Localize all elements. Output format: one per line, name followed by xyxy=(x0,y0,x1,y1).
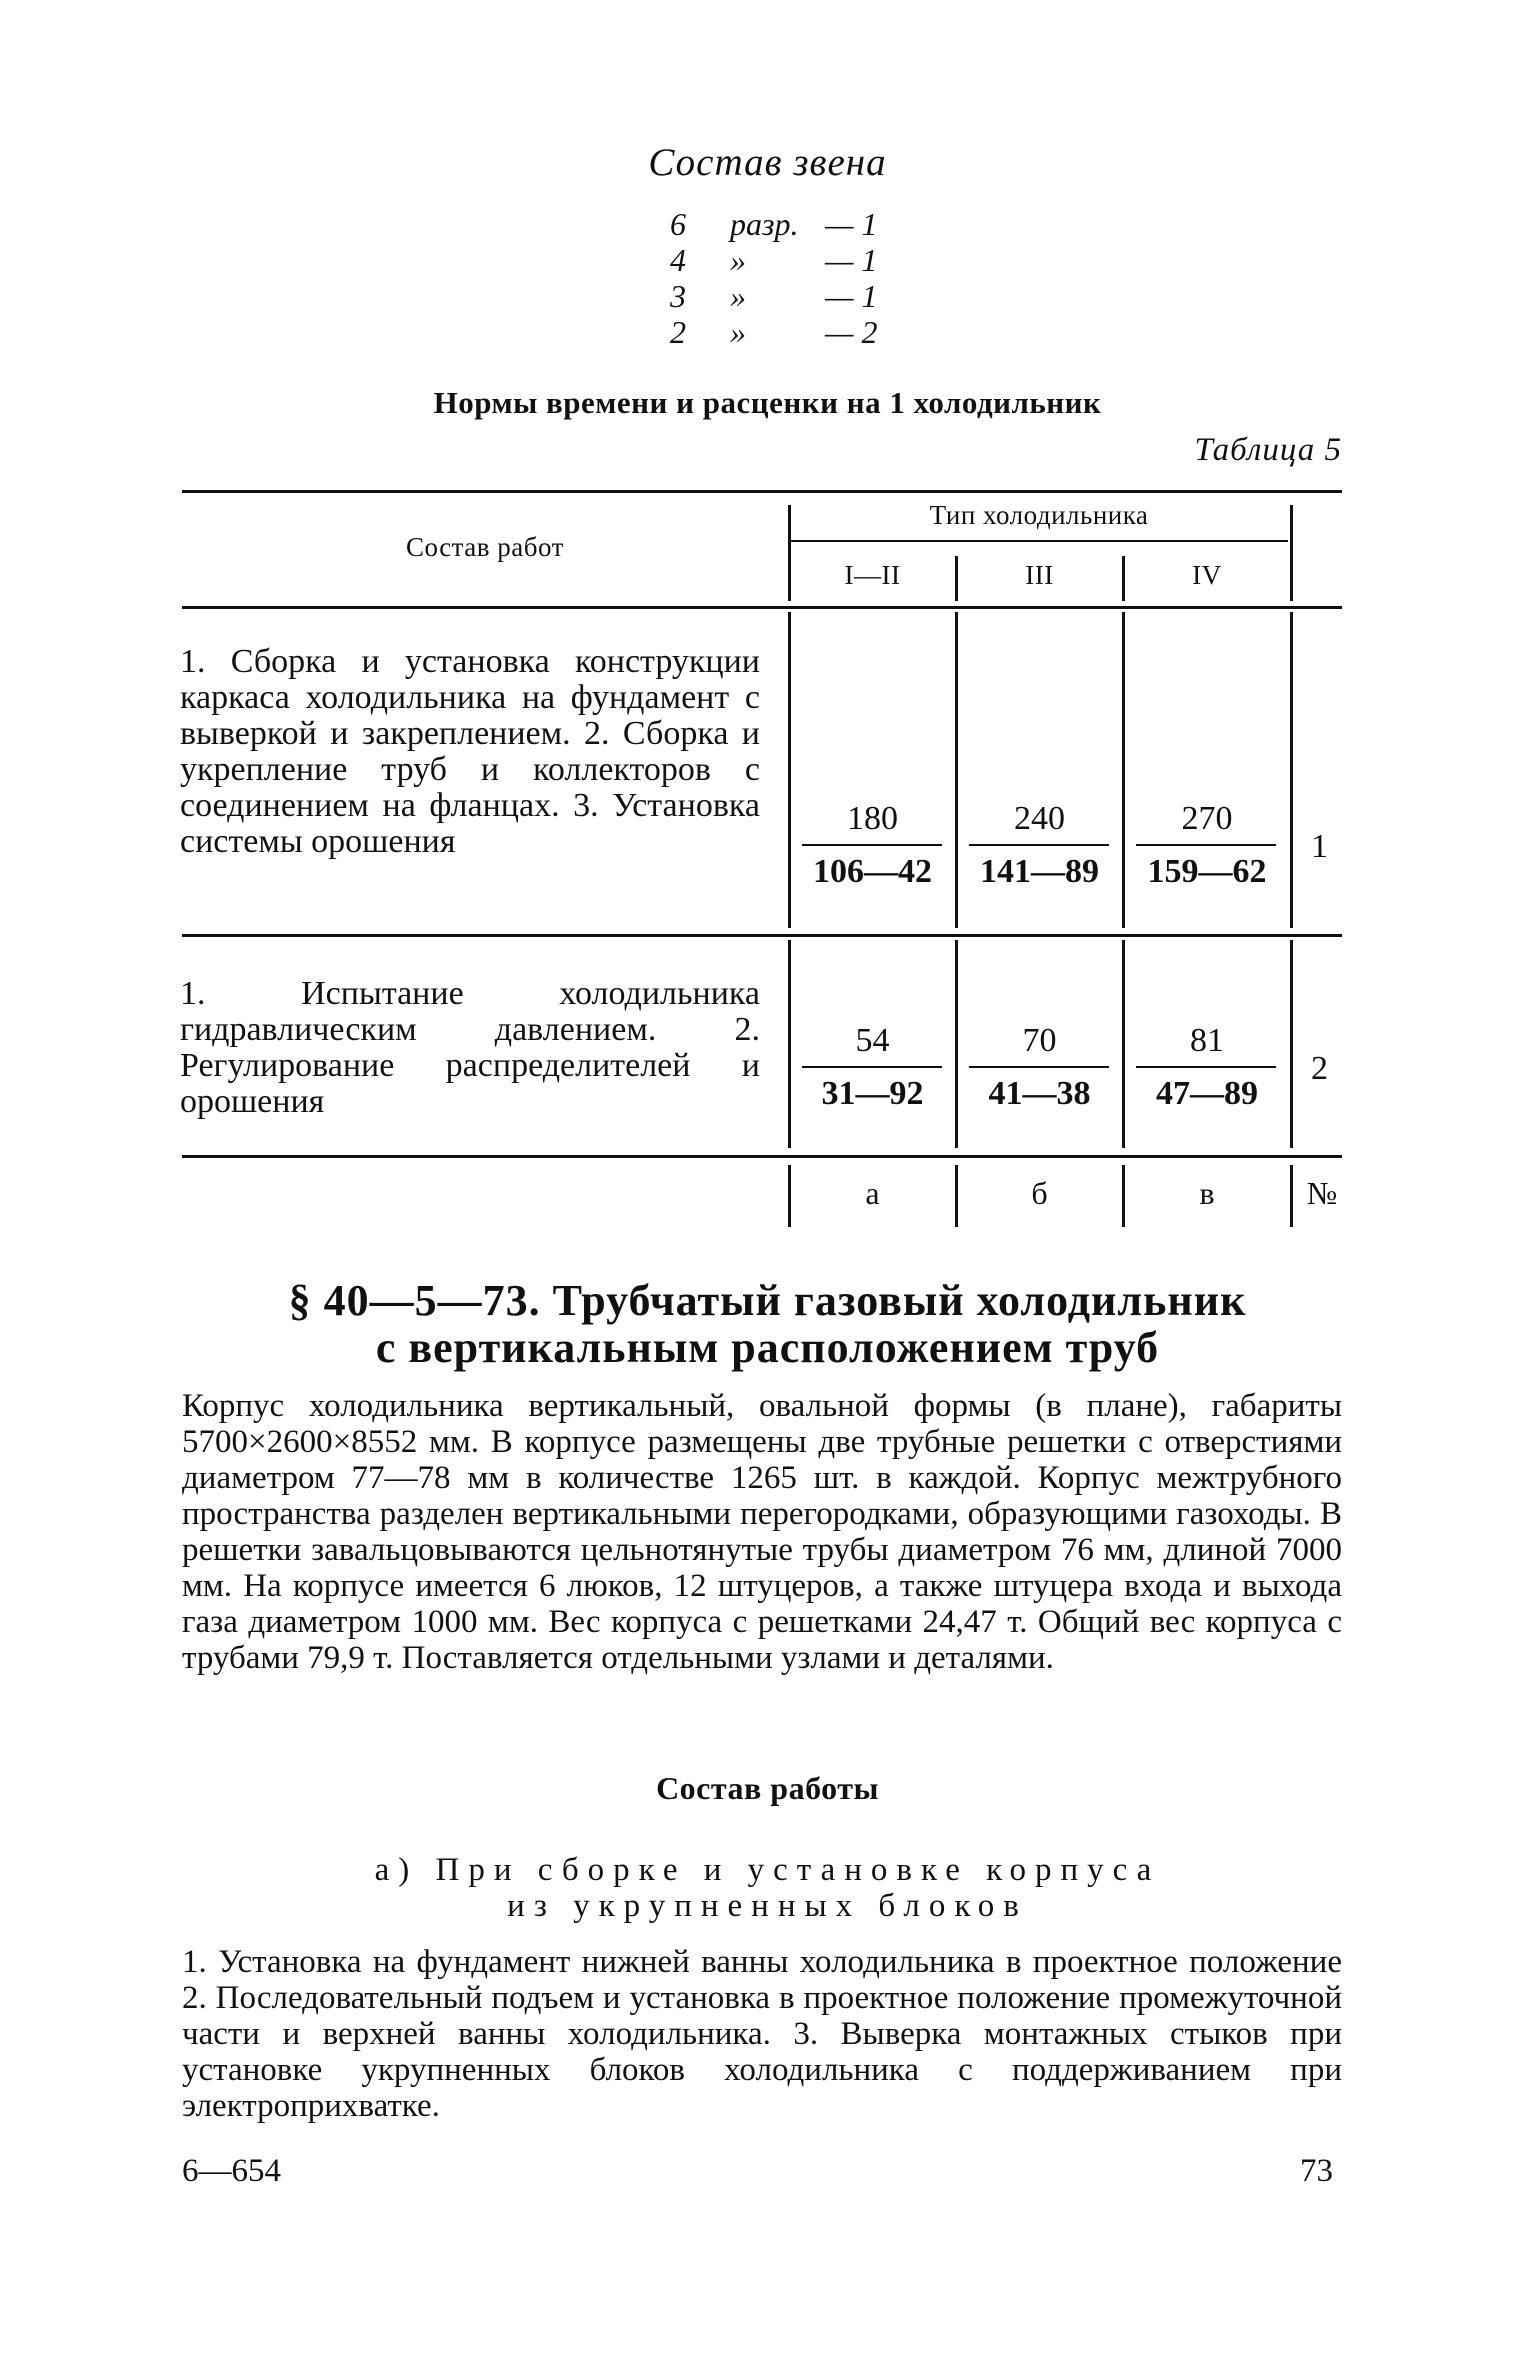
column-letter: б xyxy=(1031,1175,1048,1211)
table-label: Таблица 5 xyxy=(1194,432,1342,468)
rate-value: 31—92 xyxy=(821,1075,924,1112)
norm-value: 70 xyxy=(1022,1022,1057,1059)
crew-unit: » xyxy=(730,278,746,314)
crew-count: — 1 xyxy=(825,278,878,314)
table-header-type: Тип холодильника xyxy=(929,500,1149,530)
norm-value: 54 xyxy=(855,1022,890,1059)
table-rule-top xyxy=(182,490,1342,493)
table-header-type-3: IV xyxy=(1192,560,1222,590)
crew-unit: разр. xyxy=(730,206,799,242)
row-number: 1 xyxy=(1311,828,1328,865)
rate-value: 141—89 xyxy=(980,853,1099,890)
crew-count: — 1 xyxy=(825,242,878,278)
work-composition-title: Состав работы xyxy=(656,1770,879,1806)
table-header-work: Состав работ xyxy=(406,532,564,562)
table-rule-header xyxy=(182,606,1342,609)
norm-value: 270 xyxy=(1181,800,1233,837)
norm-value: 240 xyxy=(1014,800,1065,837)
crew-rank: 4 xyxy=(670,242,686,278)
table-rule-subheader xyxy=(788,540,1288,542)
rate-value: 106—42 xyxy=(813,853,932,890)
footer-signature: 6—654 xyxy=(182,2153,281,2189)
rate-value: 41—38 xyxy=(988,1075,1091,1112)
column-letter: в xyxy=(1199,1175,1215,1211)
crew-rank: 6 xyxy=(670,206,686,242)
crew-count: — 2 xyxy=(825,314,878,350)
subheading-a-line2: из укрупненных блоков xyxy=(507,1888,1028,1924)
table-row-1-desc: 1. Сборка и установка конструкции каркаса холодильника на фундамент с выверкой и закреплением. 2. Сборка и укрепление труб и коллекторов с соединением на фланцах. 3. Установка системы орошения xyxy=(180,643,760,860)
fraction-line xyxy=(802,844,942,846)
fraction-line xyxy=(969,1066,1109,1068)
table-header-type-2: III xyxy=(1025,560,1054,590)
section-title-line2: с вертикальным расположением труб xyxy=(375,1323,1160,1372)
rate-value: 47—89 xyxy=(1156,1075,1258,1112)
table-vrule xyxy=(1290,505,1293,601)
table-header-type-1: I—II xyxy=(844,560,901,590)
norm-value: 81 xyxy=(1190,1022,1224,1059)
crew-rank: 2 xyxy=(670,314,686,350)
column-letter: а xyxy=(865,1175,880,1211)
page-number: 73 xyxy=(1300,2153,1333,2189)
section-body: Корпус холодильника вертикальный, овальной формы (в плане), габариты 5700×2600×8552 мм. В корпусе размещены две трубные решетки с отверстиями диаметром 77—78 мм в количестве 1265 шт. в каждой. Корпус межтрубного пространства разделен вертикальными перегородками, образующими газоходы. В решетки завальцовываются цельнотянутые трубы диаметром 76 мм, длиной 7000 мм. На корпусе имеется 6 люков, 12 штуцеров, а также штуцера входа и выхода газа диаметром 1000 мм. Вес корпуса с решетками 24,47 т. Общий вес корпуса с трубами 79,9 т. Поставляется отдельными узлами и деталями. xyxy=(182,1388,1342,1676)
work-steps: 1. Установка на фундамент нижней ванны холодильника в проектное положение 2. Последовательный подъем и установка в проектное положение промежуточной части и верхней ванны холодильника. 3. Выверка монтажных стыков при установке укрупненных блоков холодильника с поддерживанием при электроприхватке. xyxy=(182,1944,1342,2124)
crew-rank: 3 xyxy=(670,278,686,314)
crew-unit: » xyxy=(730,242,746,278)
crew-count: — 1 xyxy=(825,206,878,242)
fraction-line xyxy=(802,1066,942,1068)
fraction-line xyxy=(1136,844,1276,846)
rate-value: 159—62 xyxy=(1147,853,1267,890)
subheading-a-line1: а) При сборке и установке корпуса xyxy=(374,1852,1161,1888)
crew-title: Состав звена xyxy=(648,141,887,184)
table-row-2-desc: 1. Испытание холодильника гидравлическим давлением. 2. Регулирование распределителей и орошения xyxy=(180,975,760,1120)
norm-value: 180 xyxy=(847,800,898,837)
column-number-sign: № xyxy=(1306,1175,1338,1211)
table-rule-row2 xyxy=(182,1155,1342,1158)
row-number: 2 xyxy=(1311,1050,1328,1087)
section-title-line1: § 40—5—73. Трубчатый газовый холодильник xyxy=(288,1276,1247,1325)
fraction-line xyxy=(969,844,1109,846)
table-rule-row1 xyxy=(182,934,1342,937)
table-vrule xyxy=(1290,940,1293,1148)
fraction-line xyxy=(1136,1066,1276,1068)
table-vrule xyxy=(1290,612,1293,928)
norms-title: Нормы времени и расценки на 1 холодильник xyxy=(433,385,1102,420)
crew-unit: » xyxy=(730,314,746,350)
